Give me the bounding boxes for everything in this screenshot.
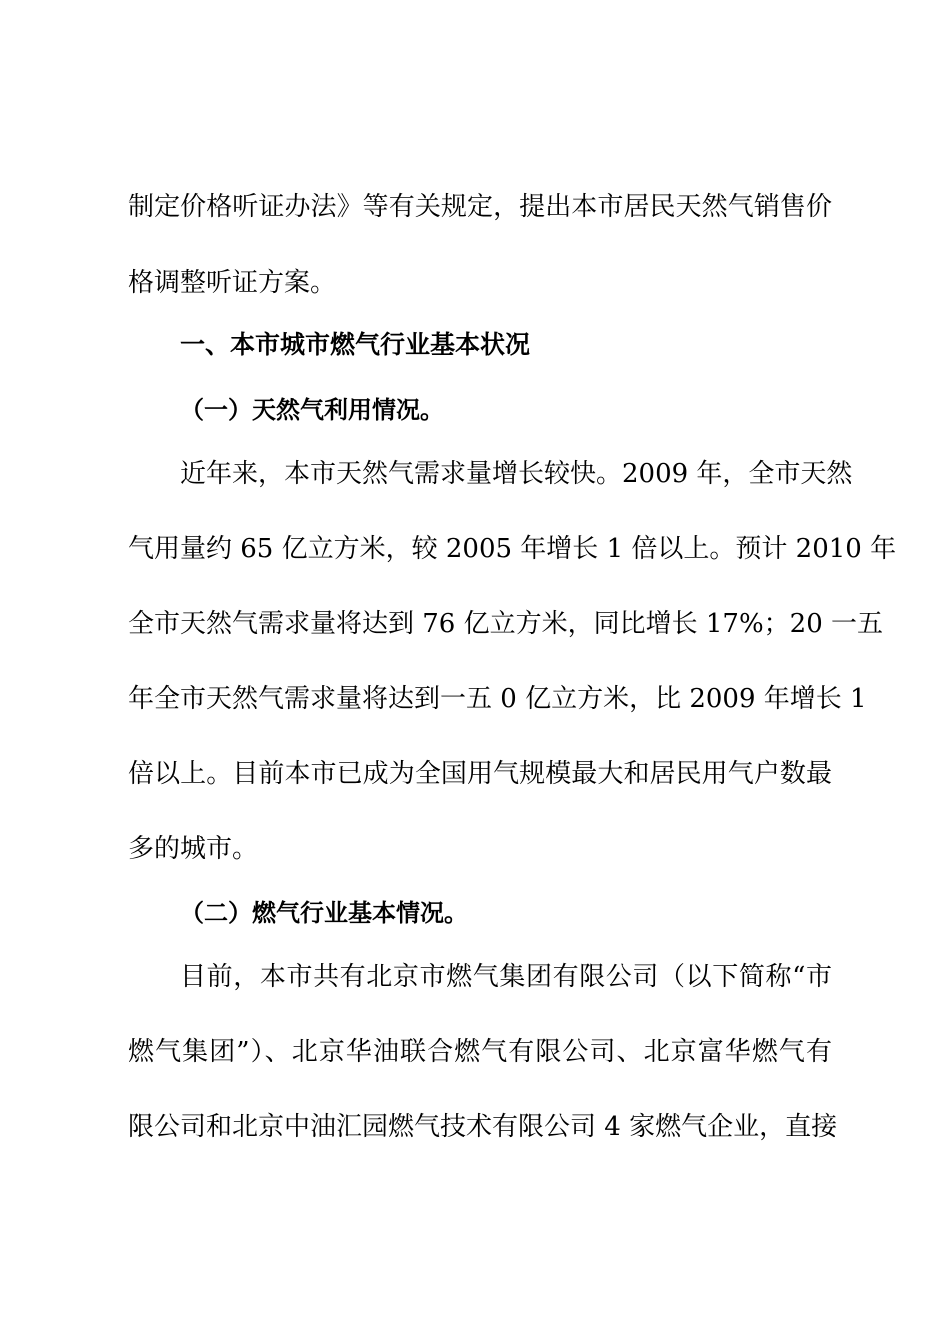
para-1-line-5: 倍以上。目前本市已成为全国用气规模最大和居民用气户数最	[128, 759, 832, 789]
intro-line-2: 格调整听证方案。	[128, 268, 337, 298]
subsection-heading-1: （一）天然气利用情况。	[180, 396, 444, 424]
para-2-line-2: 燃气集团”）、北京华油联合燃气有限公司、北京富华燃气有	[128, 1037, 832, 1067]
para-2-line-3: 限公司和北京中油汇园燃气技术有限公司 4 家燃气企业，直接	[128, 1112, 838, 1142]
subsection-heading-2: （二）燃气行业基本情况。	[180, 899, 468, 927]
para-1-line-1: 近年来，本市天然气需求量增长较快。2009 年，全市天然	[180, 459, 853, 489]
para-1-line-2: 气用量约 65 亿立方米，较 2005 年增长 1 倍以上。预计 2010 年	[128, 534, 897, 564]
para-1-line-3: 全市天然气需求量将达到 76 亿立方米，同比增长 17%；20 一五	[128, 609, 884, 639]
section-heading: 一、本市城市燃气行业基本状况	[180, 330, 531, 359]
para-1-line-4: 年全市天然气需求量将达到一五 0 亿立方米，比 2009 年增长 1	[128, 684, 867, 714]
para-2-line-1: 目前，本市共有北京市燃气集团有限公司（以下简称“市	[180, 962, 832, 992]
para-1-line-6: 多的城市。	[128, 834, 259, 864]
intro-line-1: 制定价格听证办法》等有关规定，提出本市居民天然气销售价	[128, 192, 832, 222]
